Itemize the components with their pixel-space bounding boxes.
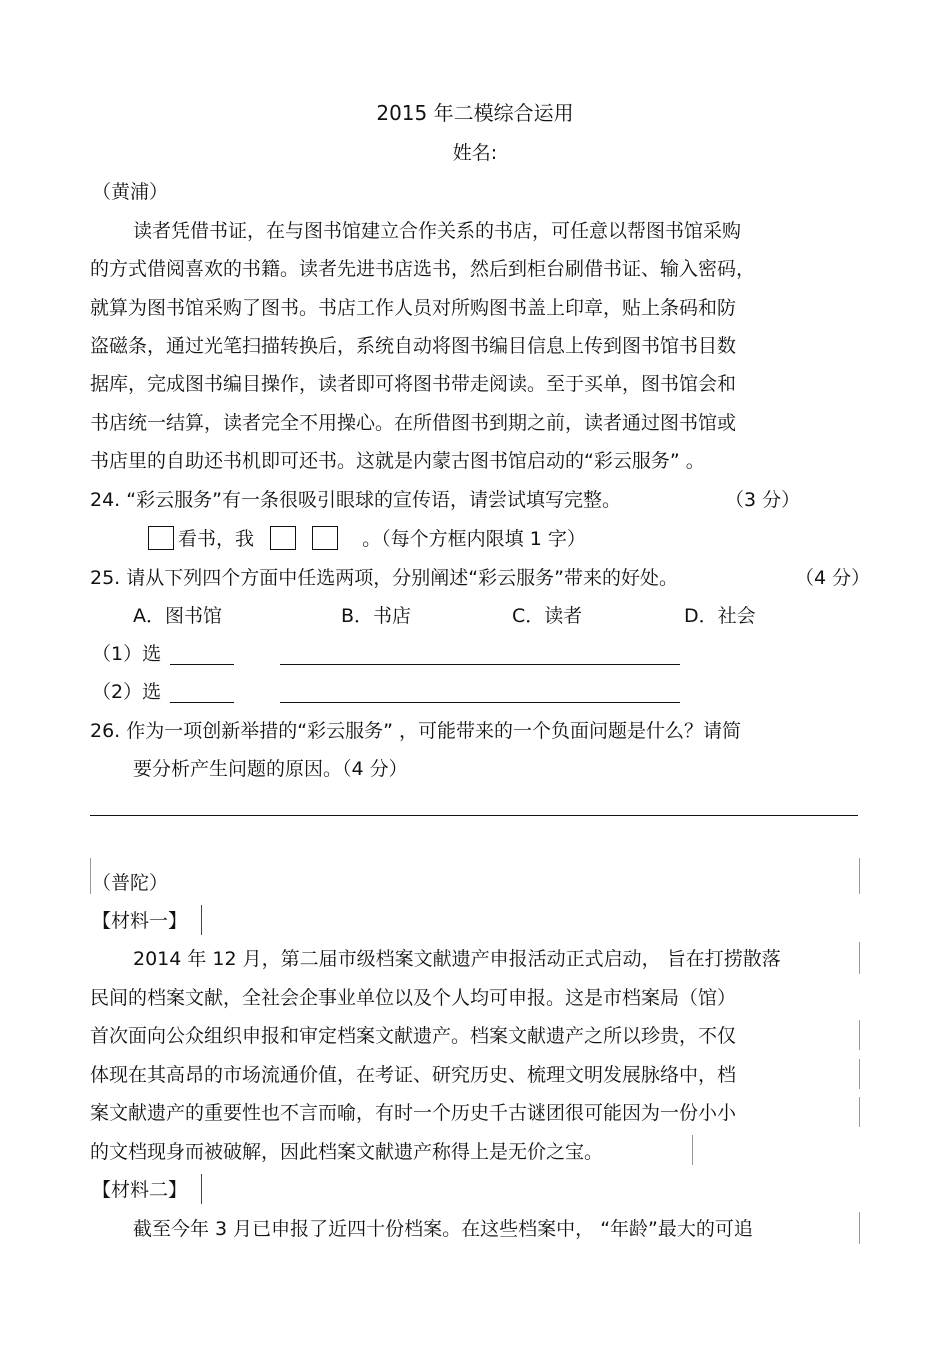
slogan-part-1: 看书，我 [178, 528, 255, 550]
passage-line-1: 读者凭借书证，在与图书馆建立合作关系的书店，可任意以帮图书馆采购 [133, 220, 742, 242]
question-25 [90, 565, 678, 591]
label-divider [201, 905, 202, 935]
scan-edge-left [90, 858, 91, 894]
material-2-label: 【材料二】 [92, 1179, 188, 1201]
material-1-line-2: 民间的档案文献，全社会企事业单位以及个人均可申报。这是市档案局（馆） [90, 987, 737, 1009]
question-number: 24. [90, 489, 121, 511]
slogan-end: 。（每个方框内限填 1 字） [362, 528, 586, 550]
answer-box-2[interactable] [270, 526, 296, 550]
question-text: “彩云服务”有一条很吸引眼球的宣传语，请尝试填写完整。 [126, 489, 621, 511]
material-1-line-5: 案文献遗产的重要性也不言而喻，有时一个历史千古谜团很可能因为一份小小 [90, 1102, 737, 1124]
answer-rule-line [90, 815, 858, 816]
material-1-line-6: 的文档现身而被破解，因此档案文献遗产称得上是无价之宝。 [90, 1141, 604, 1163]
question-26-line-2: 要分析产生问题的原因。（4 分） [133, 758, 408, 780]
material-2-line-1: 截至今年 3 月已申报了近四十份档案。在这些档案中， “年龄”最大的可追 [133, 1218, 753, 1240]
passage-line-2: 的方式借阅喜欢的书籍。读者先进书店选书，然后到柜台刷借书证、输入密码， [90, 258, 756, 280]
passage-line-3: 就算为图书馆采购了图书。书店工作人员对所购图书盖上印章，贴上条码和防 [90, 297, 737, 319]
question-26 [90, 718, 741, 744]
question-24-score: （3 分） [725, 489, 801, 511]
question-number: 25. [90, 567, 121, 589]
q24-fill-slogan [148, 526, 586, 552]
scan-edge-right [859, 1212, 860, 1244]
answer-box-1[interactable] [148, 526, 174, 550]
region-label-huangpu: （黄浦） [92, 181, 169, 203]
scan-edge-right [859, 1059, 860, 1089]
answer-2-text-blank[interactable] [280, 702, 680, 703]
option-b: B．书店 [341, 605, 412, 627]
question-24 [90, 487, 621, 513]
passage-line-5: 据库，完成图书编目操作，读者即可将图书带走阅读。至于买单，图书馆会和 [90, 373, 737, 395]
scan-edge-right [859, 1097, 860, 1127]
scan-edge-right [859, 942, 860, 974]
name-label: 姓名: [452, 142, 498, 164]
answer-1-label: （1）选 [92, 643, 162, 665]
answer-2-choice-blank[interactable] [170, 702, 234, 703]
question-text: 请从下列四个方面中任选两项，分别阐述“彩云服务”带来的好处。 [126, 567, 678, 589]
scan-edge-right [859, 858, 860, 894]
passage-line-6: 书店统一结算，读者完全不用操心。在所借图书到期之前，读者通过图书馆或 [90, 412, 737, 434]
option-d: D．社会 [684, 605, 756, 627]
scan-edge-right [859, 1020, 860, 1050]
region-label-putuo: （普陀） [92, 872, 169, 894]
answer-box-3[interactable] [312, 526, 338, 550]
passage-line-7: 书店里的自助还书机即可还书。这就是内蒙古图书馆启动的“彩云服务” 。 [90, 450, 705, 472]
material-1-line-3: 首次面向公众组织申报和审定档案文献遗产。档案文献遗产之所以珍贵，不仅 [90, 1025, 737, 1047]
material-1-line-1: 2014 年 12 月，第二届市级档案文献遗产申报活动正式启动， 旨在打捞散落 [133, 948, 781, 970]
scan-edge-inner [692, 1135, 693, 1165]
option-a: A．图书馆 [133, 605, 222, 627]
material-1-label: 【材料一】 [92, 910, 188, 932]
answer-2-label: （2）选 [92, 681, 162, 703]
question-number: 26. [90, 720, 121, 742]
page-title: 2015 年二模综合运用 [376, 101, 574, 125]
answer-1-text-blank[interactable] [280, 664, 680, 665]
label-divider [201, 1174, 202, 1204]
option-c: C．读者 [512, 605, 583, 627]
answer-1-choice-blank[interactable] [170, 664, 234, 665]
question-25-score: （4 分） [795, 567, 871, 589]
material-1-line-4: 体现在其高昂的市场流通价值，在考证、研究历史、梳理文明发展脉络中，档 [90, 1064, 737, 1086]
passage-line-4: 盗磁条，通过光笔扫描转换后，系统自动将图书编目信息上传到图书馆书目数 [90, 335, 737, 357]
question-text: 作为一项创新举措的“彩云服务” ，可能带来的一个负面问题是什么？请简 [126, 720, 741, 742]
